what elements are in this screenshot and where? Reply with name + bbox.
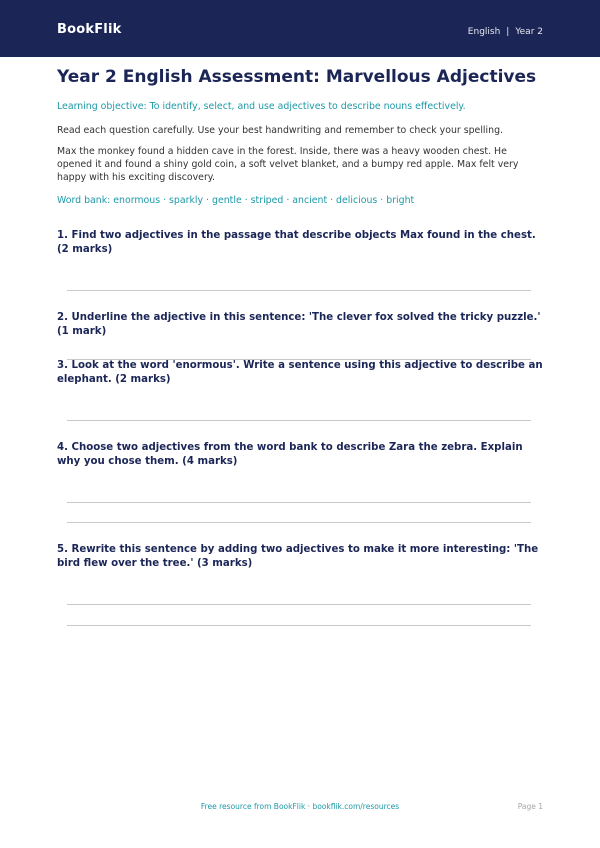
- answer-line[interactable]: [67, 290, 531, 291]
- question-3: [57, 359, 543, 387]
- question-text: 4. Choose two adjectives from the word bank to describe Zara the zebra. Explain why you chose them. (4 marks): [57, 442, 523, 467]
- question-text: 2. Underline the adjective in this sentence: 'The clever fox solved the tricky puzzle.' (1 mark): [57, 312, 541, 337]
- question-1: [57, 229, 543, 257]
- year-label: Year 2: [515, 27, 543, 37]
- page-header: [0, 0, 600, 57]
- answer-line[interactable]: [67, 625, 531, 626]
- subject-label: English: [467, 27, 501, 37]
- answer-line[interactable]: [67, 502, 531, 503]
- instructions-text: Read each question carefully. Use your best handwriting and remember to check your spelling.: [57, 125, 504, 136]
- question-text: 3. Look at the word 'enormous'. Write a sentence using this adjective to describe an elephant. (2 marks): [57, 360, 543, 385]
- question-text: 1. Find two adjectives in the passage that describe objects Max found in the chest. (2 marks): [57, 230, 536, 255]
- question-2: [57, 311, 543, 339]
- learning-objective: Learning objective: To identify, select, and use adjectives to describe nouns effectively.: [57, 101, 466, 112]
- question-text: 5. Rewrite this sentence by adding two adjectives to make it more interesting: 'The bird flew over the tree.' (3 marks): [57, 544, 539, 569]
- question-5: [57, 543, 543, 571]
- word-bank: Word bank: enormous · sparkly · gentle · striped · ancient · delicious · bright: [57, 195, 415, 206]
- footer-resource-link[interactable]: Free resource from BookFlik · bookflik.com/resources: [200, 802, 400, 811]
- header-separator: |: [506, 27, 510, 37]
- answer-line[interactable]: [67, 604, 531, 605]
- answer-line[interactable]: [67, 420, 531, 421]
- worksheet-intro: [57, 66, 543, 207]
- question-4: [57, 441, 543, 469]
- brand-logo-text: BookFlik: [57, 22, 122, 37]
- page-number: Page 1: [517, 802, 543, 811]
- reading-passage: Max the monkey found a hidden cave in the forest. Inside, there was a heavy wooden chest. He opened it and found a shiny gold coin, a soft velvet blanket, and a bumpy red apple. Max felt very happy with his exciting discovery.: [57, 146, 519, 183]
- worksheet-title: Year 2 English Assessment: Marvellous Adjectives: [57, 67, 537, 87]
- header-meta: [468, 27, 543, 37]
- page-footer: [0, 802, 600, 814]
- answer-line[interactable]: [67, 522, 531, 523]
